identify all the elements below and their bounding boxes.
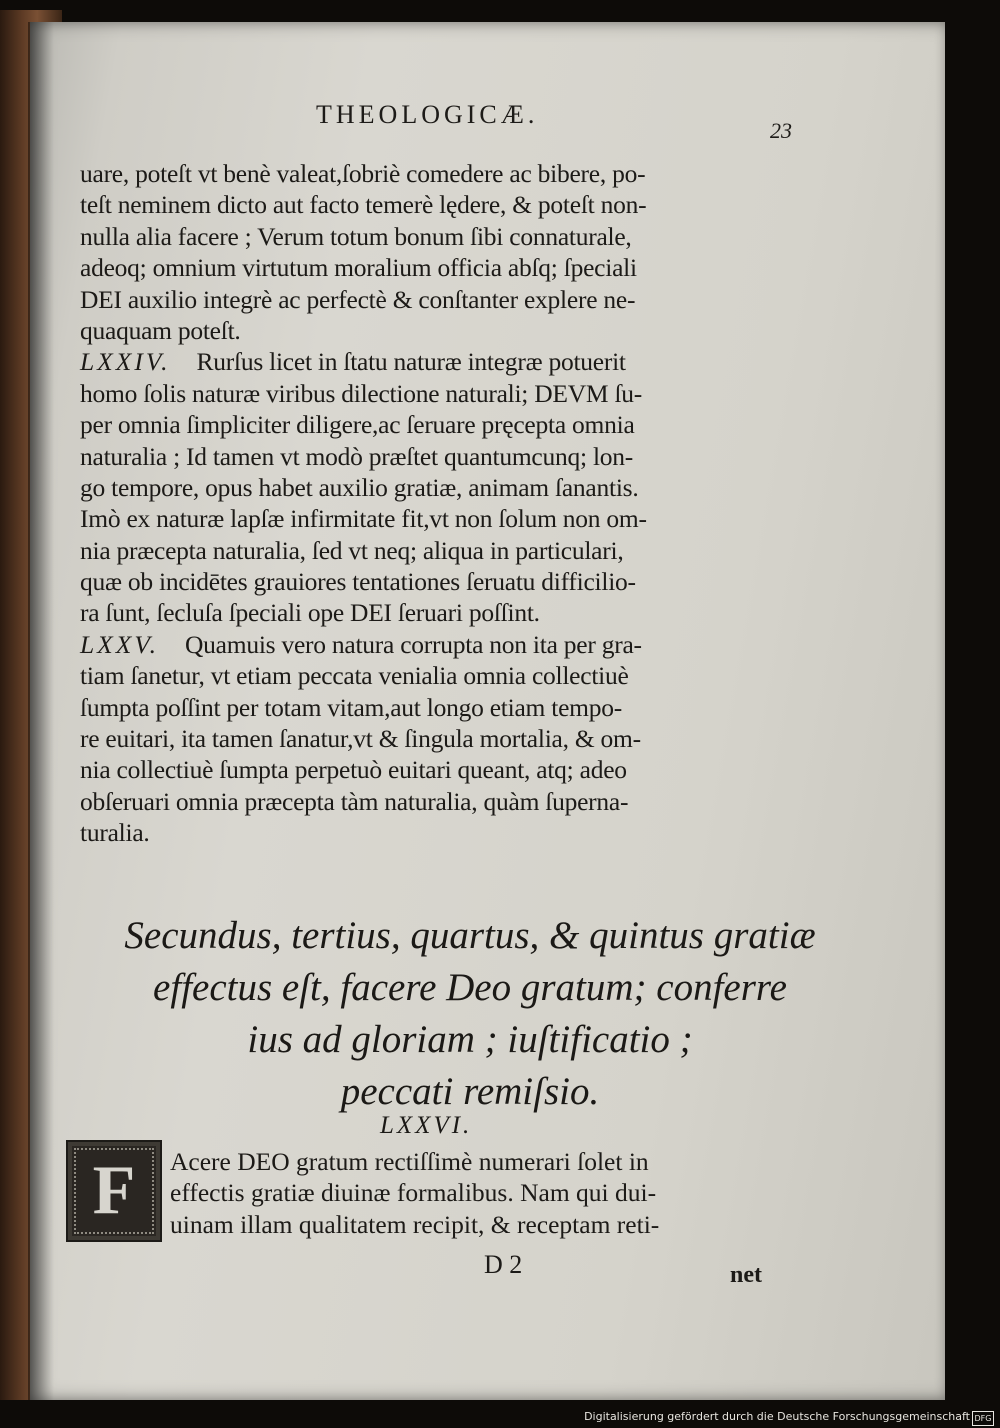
text-line: uare, poteſt vt benè valeat,ſobriè comedere ac bibere, po- xyxy=(80,159,646,188)
paragraph-76-number: LXXVI. xyxy=(380,1112,473,1139)
running-title: THEOLOGICÆ. xyxy=(316,100,539,129)
funding-credit: Digitalisierung gefördert durch die Deutsche Forschungsgemeinschaft xyxy=(584,1410,970,1423)
text-line: go tempore, opus habet auxilio gratiæ, animam ſanantis. xyxy=(80,472,639,502)
text-line: per omnia ſimpliciter diligere,ac ſeruare pręcepta omnia xyxy=(80,410,635,440)
text-line: homo ſolis naturæ viribus dilectione naturali; DEVM ſu- xyxy=(80,378,643,408)
text-line: ra ſunt, ſecluſa ſpeciali ope DEI ſeruari poſſint. xyxy=(80,598,540,628)
text-line: adeoq; omnium virtutum moralium officia abſq; ſpeciali xyxy=(80,253,637,283)
paragraph-76-text xyxy=(170,1146,659,1240)
page-number: 23 xyxy=(770,118,792,143)
catchword: net xyxy=(730,1262,762,1288)
text-line: turalia. xyxy=(80,818,150,848)
text-line: nulla alia facere ; Verum totum bonum ſibi connaturale, xyxy=(80,221,632,251)
text-line: uinam illam qualitatem recipit, & receptam reti- xyxy=(170,1209,660,1239)
paragraph-number: LXXIV. xyxy=(80,347,171,377)
text-line: nia collectiuè ſumpta perpetuò euitari queant, atq; adeo xyxy=(80,755,627,785)
text-line: Imò ex naturæ lapſæ infirmitate fit,vt non ſolum non om- xyxy=(80,504,647,534)
text-line: effectis gratiæ diuinæ formalibus. Nam qui dui- xyxy=(170,1178,657,1208)
dfg-logo-icon: DFG xyxy=(972,1411,994,1426)
text-line: tiam ſanetur, vt etiam peccata venialia omnia collectiuè xyxy=(80,661,629,691)
scan-background-right xyxy=(945,0,1000,1408)
section-title-line: effectus eſt, facere Deo gratum; conferre xyxy=(153,966,787,1009)
signature-mark: D 2 xyxy=(484,1250,523,1279)
text-line: Acere DEO gratum rectiſſimè numerari ſolet in xyxy=(170,1147,649,1176)
section-title-line: Secundus, tertius, quartus, & quintus gratiæ xyxy=(124,914,816,957)
text-line: teſt neminem dicto aut facto temerè lędere, & poteſt non- xyxy=(80,190,647,220)
section-title-line: peccati remiſsio. xyxy=(340,1070,600,1113)
decorated-initial-icon: F xyxy=(66,1140,162,1242)
section-title-line: ius ad gloriam ; iuſtificatio ; xyxy=(247,1018,693,1061)
text-line: obſeruari omnia præcepta tàm naturalia, quàm ſuperna- xyxy=(80,786,629,816)
text-line: DEI auxilio integrè ac perfectè & conſtanter explere ne- xyxy=(80,284,636,314)
page-fold-shadow xyxy=(28,22,54,1400)
text-line: naturalia ; Id tamen vt modò præſtet quantumcunq; lon- xyxy=(80,441,634,471)
body-text-block xyxy=(80,158,647,849)
section-title xyxy=(60,910,880,1118)
text-line: ſumpta poſſint per totam vitam,aut longo etiam tempo- xyxy=(80,692,622,722)
text-line: quaquam poteſt. xyxy=(80,315,241,345)
paragraph-74-first-line: LXXIV. Rurſus licet in ſtatu naturæ integræ potuerit xyxy=(80,347,626,377)
paragraph-number: LXXV. xyxy=(80,629,159,659)
text-line: nia præcepta naturalia, ſed vt neq; aliqua in particulari, xyxy=(80,535,624,565)
text-line: quæ ob incidētes grauiores tentationes ſeruatu difficilio- xyxy=(80,567,636,597)
paragraph-75-first-line: LXXV. Quamuis vero natura corrupta non ita per gra- xyxy=(80,629,642,659)
text-line: re euitari, ita tamen ſanatur,vt & ſingula mortalia, & om- xyxy=(80,724,641,754)
